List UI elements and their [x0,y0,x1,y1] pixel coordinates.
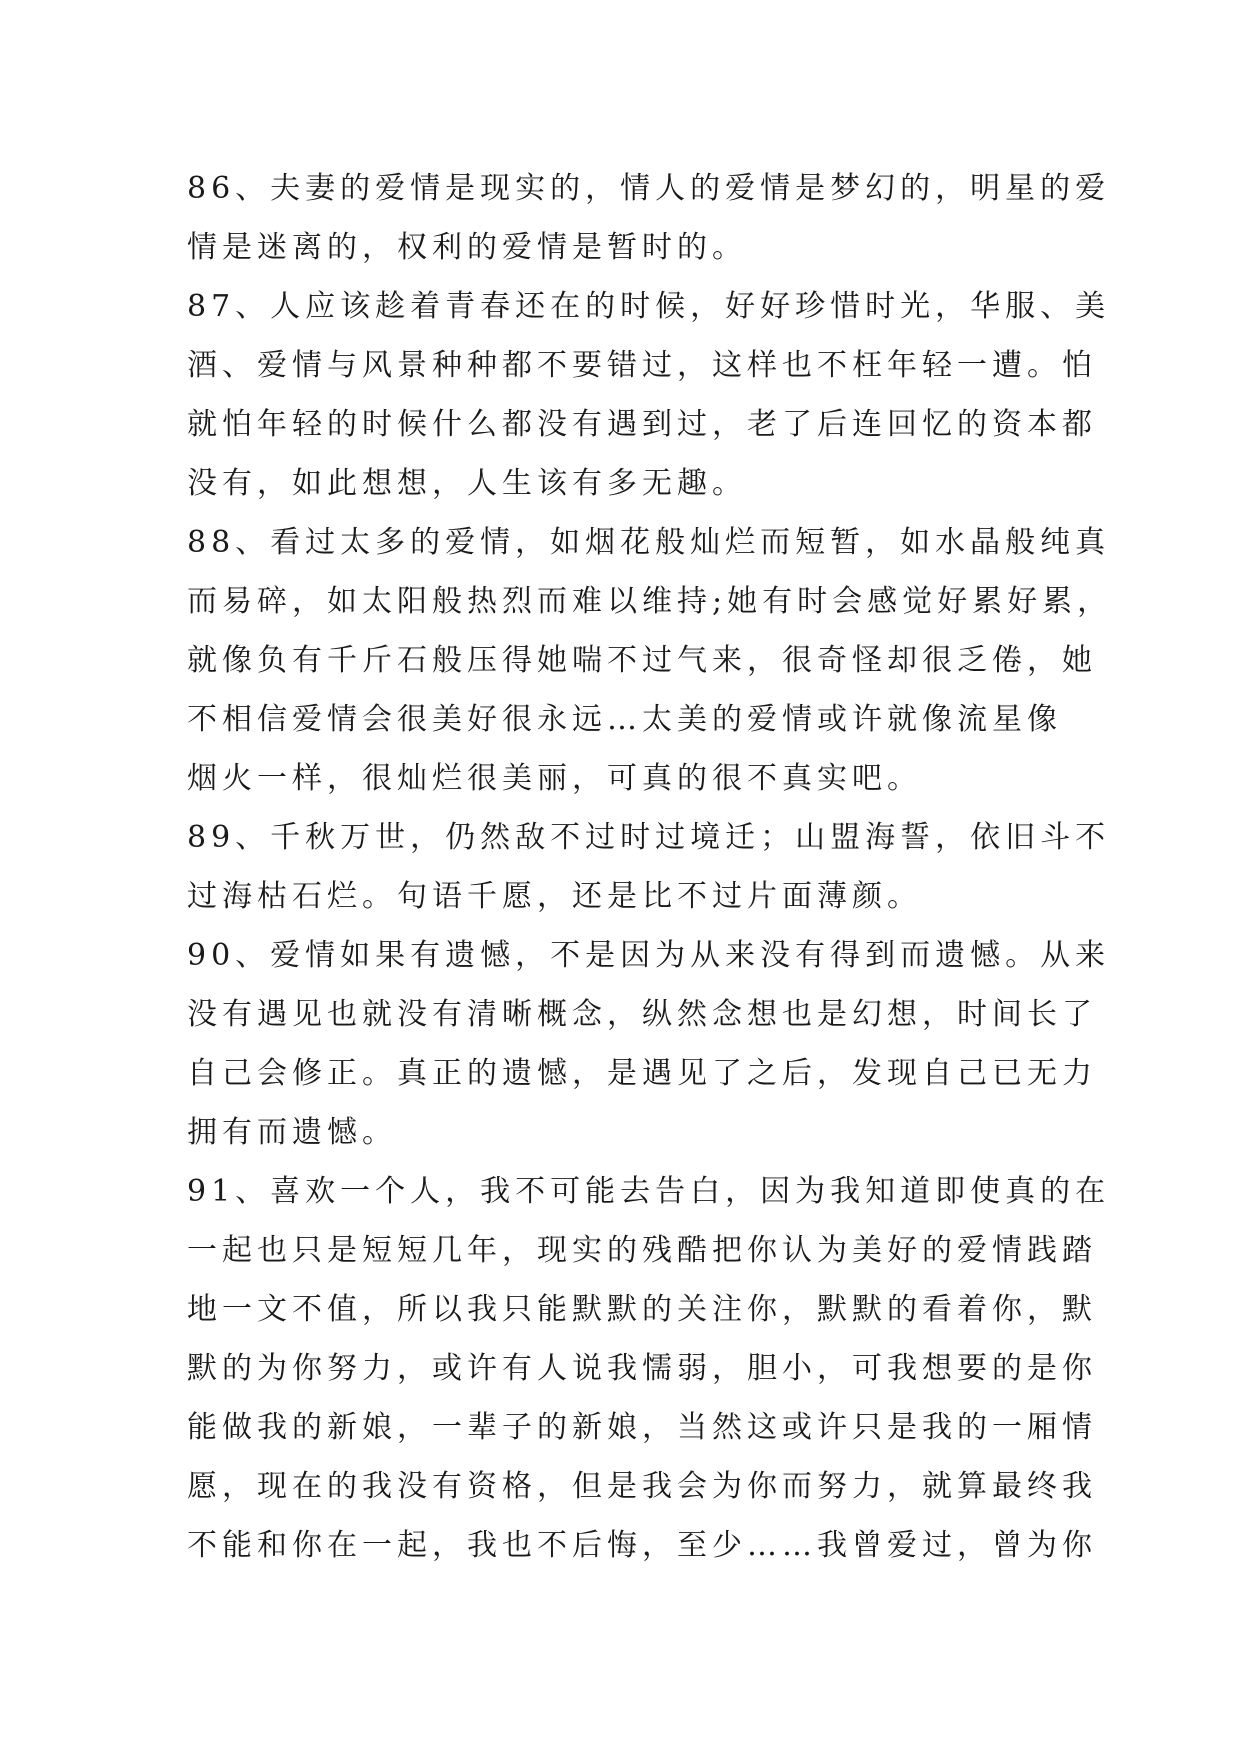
paragraph-87 [187,277,1111,513]
text-line: 默的为你努力，或许有人说我懦弱，胆小，可我想要的是你 [187,1351,1097,1386]
text-line: 情是迷离的，权利的爱情是暂时的。 [187,230,747,265]
text-line: 91、喜欢一个人，我不可能去告白，因为我知道即使真的在 [187,1174,1111,1209]
paragraph-89 [187,808,1111,926]
text-line: 而易碎，如太阳般热烈而难以维持;她有时会感觉好累好累， [187,584,1113,619]
paragraph-91 [187,1162,1111,1575]
paragraph-88 [187,513,1113,808]
text-line: 没有，如此想想，人生该有多无趣。 [187,466,747,501]
text-line: 烟火一样，很灿烂很美丽，可真的很不真实吧。 [187,761,922,796]
text-line: 能做我的新娘，一辈子的新娘，当然这或许只是我的一厢情 [187,1410,1097,1445]
text-line: 一起也只是短短几年，现实的残酷把你认为美好的爱情践踏 [187,1233,1097,1268]
text-line: 自己会修正。真正的遗憾，是遇见了之后，发现自己已无力 [187,1056,1097,1091]
text-line: 拥有而遗憾。 [187,1115,397,1150]
text-line: 酒、爱情与风景种种都不要错过，这样也不枉年轻一遭。怕 [187,348,1097,383]
text-line: 89、千秋万世，仍然敌不过时过境迁；山盟海誓，依旧斗不 [187,820,1111,855]
document-body [187,159,1113,1575]
text-line: 86、夫妻的爱情是现实的，情人的爱情是梦幻的，明星的爱 [187,171,1111,206]
text-line: 不相信爱情会很美好很永远…太美的爱情或许就像流星像 [187,702,1062,737]
text-line: 过海枯石烂。句语千愿，还是比不过片面薄颜。 [187,879,922,914]
text-line: 88、看过太多的爱情，如烟花般灿烂而短暂，如水晶般纯真 [187,525,1111,560]
text-line: 87、人应该趁着青春还在的时候，好好珍惜时光，华服、美 [187,289,1111,324]
paragraph-90 [187,926,1111,1162]
text-line: 愿，现在的我没有资格，但是我会为你而努力，就算最终我 [187,1469,1097,1504]
text-line: 不能和你在一起，我也不后悔，至少……我曾爱过，曾为你 [187,1528,1097,1563]
text-line: 90、爱情如果有遗憾，不是因为从来没有得到而遗憾。从来 [187,938,1111,973]
text-line: 就怕年轻的时候什么都没有遇到过，老了后连回忆的资本都 [187,407,1097,442]
text-line: 没有遇见也就没有清晰概念，纵然念想也是幻想，时间长了 [187,997,1097,1032]
text-line: 地一文不值，所以我只能默默的关注你，默默的看着你，默 [187,1292,1097,1327]
text-line: 就像负有千斤石般压得她喘不过气来，很奇怪却很乏倦，她 [187,643,1097,678]
paragraph-86 [187,159,1111,277]
